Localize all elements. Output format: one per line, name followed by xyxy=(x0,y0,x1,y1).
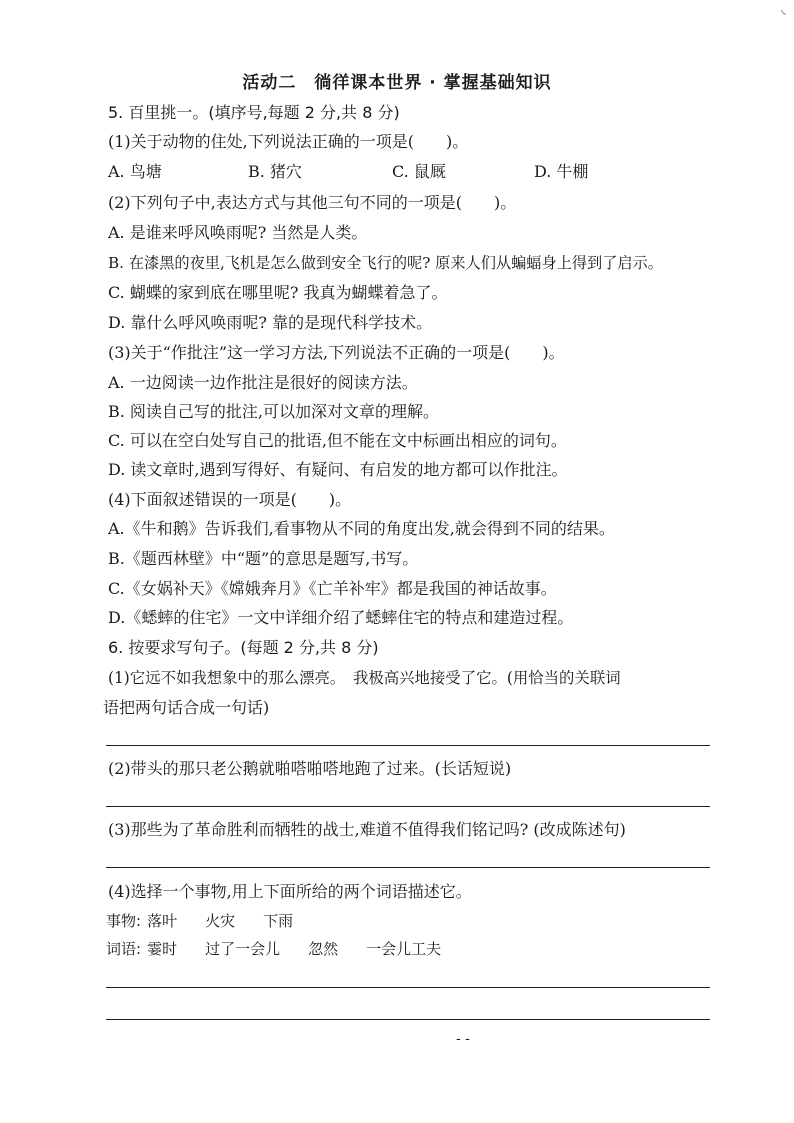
q5-2-option-c: C. 蝴蝶的家到底在哪里呢? 我真为蝴蝶着急了。 xyxy=(108,283,448,302)
words-label: 词语: xyxy=(106,940,142,958)
q5-4-option-c: C.《女娲补天》《嫦娥奔月》《亡羊补牢》都是我国的神话故事。 xyxy=(108,579,557,598)
q5-3-stem: (3)关于“作批注”这一学习方法,下列说法不正确的一项是( )。 xyxy=(108,343,565,362)
q6-1-prompt-line1: (1)它远不如我想象中的那么漂亮。 我极高兴地接受了它。(用恰当的关联词 xyxy=(108,669,621,687)
q5-1-stem: (1)关于动物的住处,下列说法正确的一项是( )。 xyxy=(108,132,469,151)
q6-3-prompt: (3)那些为了革命胜利而牺牲的战士,难道不值得我们铭记吗? (改成陈述句) xyxy=(108,820,626,839)
q6-4-prompt: (4)选择一个事物,用上下面所给的两个词语描述它。 xyxy=(108,882,472,901)
option-d: D. 牛棚 xyxy=(534,162,589,181)
q6-4-things-row xyxy=(106,910,321,932)
page-footer-mark: - - xyxy=(456,1031,470,1047)
word-item: 一会儿工夫 xyxy=(366,940,442,958)
q5-2-option-a: A. 是谁来呼风唤雨呢? 当然是人类。 xyxy=(108,223,368,242)
q5-2-option-b: B. 在漆黑的夜里,飞机是怎么做到安全飞行的呢? 原来人们从蝙蝠身上得到了启示。 xyxy=(108,254,663,272)
q6-4-words-row xyxy=(106,938,469,960)
q5-4-option-d: D.《蟋蟀的住宅》一文中详细介绍了蟋蟀住宅的特点和建造过程。 xyxy=(108,608,574,627)
q6-header: 6. 按要求写句子。(每题 2 分,共 8 分) xyxy=(108,638,379,657)
q5-2-option-d: D. 靠什么呼风唤雨呢? 靠的是现代科学技术。 xyxy=(108,313,433,332)
word-item: 忽然 xyxy=(308,940,339,958)
q5-3-option-a: A. 一边阅读一边作批注是很好的阅读方法。 xyxy=(108,373,418,392)
q6-1-prompt-line2: 语把两句话合成一句话) xyxy=(103,698,270,717)
q5-3-option-c: C. 可以在空白处写自己的批语,但不能在文中标画出相应的词句。 xyxy=(108,431,567,450)
q5-4-option-b: B.《题西林壁》中“题”的意思是题写,书写。 xyxy=(108,549,419,568)
q6-2-prompt: (2)带头的那只老公鹅就啪嗒啪嗒地跑了过来。(长话短说) xyxy=(108,759,512,778)
thing-item: 下雨 xyxy=(263,912,294,930)
option-a: A. 鸟塘 xyxy=(108,162,162,181)
things-label: 事物: xyxy=(106,912,142,930)
thing-item: 落叶 xyxy=(147,912,178,930)
q6-3-answer-line[interactable] xyxy=(106,867,710,868)
q6-4-answer-line-1[interactable] xyxy=(106,987,710,988)
thing-item: 火灾 xyxy=(205,912,236,930)
q5-3-option-d: D. 读文章时,遇到写得好、有疑问、有启发的地方都可以作批注。 xyxy=(108,460,568,479)
corner-mark: ◟ xyxy=(781,2,786,16)
q6-2-answer-line[interactable] xyxy=(106,806,710,807)
section-title: 活动二 徜徉课本世界 · 掌握基础知识 xyxy=(242,73,552,93)
q5-2-stem: (2)下列句子中,表达方式与其他三句不同的一项是( )。 xyxy=(108,193,517,212)
word-item: 过了一会儿 xyxy=(205,940,281,958)
q6-1-answer-line[interactable] xyxy=(106,745,710,746)
q6-4-answer-line-2[interactable] xyxy=(106,1019,710,1020)
q5-4-stem: (4)下面叙述错误的一项是( )。 xyxy=(108,490,352,509)
option-b: B. 猪穴 xyxy=(248,162,302,181)
q5-3-option-b: B. 阅读自己写的批注,可以加深对文章的理解。 xyxy=(108,402,440,421)
q5-4-option-a: A.《牛和鹅》告诉我们,看事物从不同的角度出发,就会得到不同的结果。 xyxy=(108,519,615,538)
q5-header: 5. 百里挑一。(填序号,每题 2 分,共 8 分) xyxy=(108,103,400,122)
word-item: 霎时 xyxy=(147,940,178,958)
option-c: C. 鼠厩 xyxy=(392,162,446,181)
